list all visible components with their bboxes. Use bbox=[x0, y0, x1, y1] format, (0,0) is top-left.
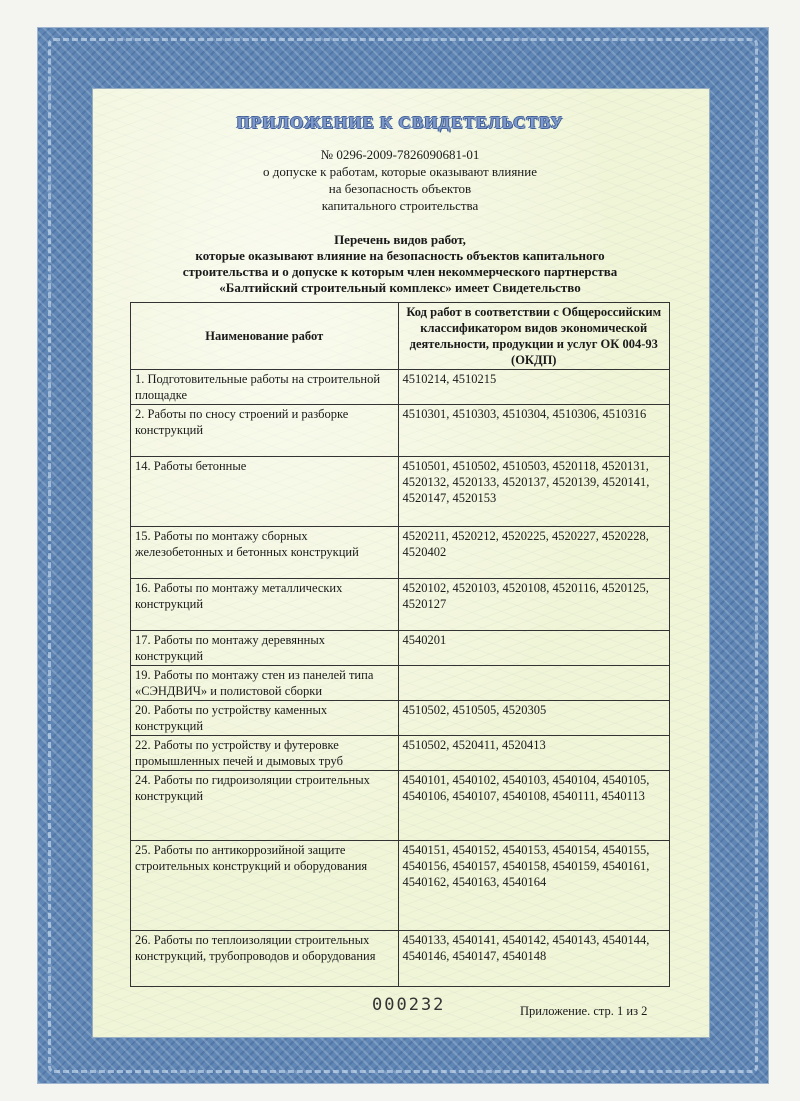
list-heading bbox=[92, 232, 708, 296]
work-name: 1. Подготовительные работы на строительной площадке bbox=[131, 370, 399, 405]
certificate-line: на безопасность объектов bbox=[328, 181, 472, 196]
work-codes: 4540201 bbox=[398, 631, 670, 666]
work-name: 22. Работы по устройству и футеровке промышленных печей и дымовых труб bbox=[131, 736, 399, 771]
table-row bbox=[131, 527, 670, 579]
work-name: 26. Работы по теплоизоляции строительных конструкций, трубопроводов и оборудования bbox=[131, 931, 399, 987]
work-codes: 4510301, 4510303, 4510304, 4510306, 4510316 bbox=[398, 405, 670, 457]
table-row bbox=[131, 457, 670, 527]
certificate-line: о допуске к работам, которые оказывают влияние bbox=[262, 164, 537, 179]
certificate-number: № 0296-2009-7826090681-01 bbox=[320, 147, 480, 162]
work-codes: 4510502, 4520411, 4520413 bbox=[398, 736, 670, 771]
work-codes: 4540133, 4540141, 4540142, 4540143, 4540144, 4540146, 4540147, 4540148 bbox=[398, 931, 670, 987]
list-heading-line: «Балтийский строительный комплекс» имеет Свидетельство bbox=[219, 280, 581, 295]
work-name: 24. Работы по гидроизоляции строительных конструкций bbox=[131, 771, 399, 841]
work-codes: 4540151, 4540152, 4540153, 4540154, 4540155, 4540156, 4540157, 4540158, 4540159, 4540161, 4540162, 4540163, 4540164 bbox=[398, 841, 670, 931]
work-codes: 4510501, 4510502, 4510503, 4520118, 4520131, 4520132, 4520133, 4520137, 4520139, 4520141, 4520147, 4520153 bbox=[398, 457, 670, 527]
column-header-code: Код работ в соответствии с Общероссийским классификатором видов экономической деятельности, продукции и услуг ОК 004-93 (ОКДП) bbox=[398, 303, 670, 370]
work-name: 20. Работы по устройству каменных конструкций bbox=[131, 701, 399, 736]
work-name: 14. Работы бетонные bbox=[131, 457, 399, 527]
page-title: ПРИЛОЖЕНИЕ К СВИДЕТЕЛЬСТВУ bbox=[236, 113, 564, 132]
table-row bbox=[131, 701, 670, 736]
table-header-row bbox=[131, 303, 670, 370]
list-heading-line: которые оказывают влияние на безопасность объектов капитального bbox=[195, 248, 605, 263]
table-row bbox=[131, 771, 670, 841]
table-row bbox=[131, 666, 670, 701]
work-codes: 4510502, 4510505, 4520305 bbox=[398, 701, 670, 736]
work-codes bbox=[398, 666, 670, 701]
certificate-line: капитального строительства bbox=[321, 198, 479, 213]
work-name: 17. Работы по монтажу деревянных конструкций bbox=[131, 631, 399, 666]
work-codes: 4540101, 4540102, 4540103, 4540104, 4540105, 4540106, 4540107, 4540108, 4540111, 4540113 bbox=[398, 771, 670, 841]
column-header-name: Наименование работ bbox=[131, 303, 399, 370]
work-codes: 4510214, 4510215 bbox=[398, 370, 670, 405]
page-number-note: Приложение. стр. 1 из 2 bbox=[520, 1004, 648, 1018]
table-row bbox=[131, 931, 670, 987]
work-name: 15. Работы по монтажу сборных железобетонных и бетонных конструкций bbox=[131, 527, 399, 579]
table-row bbox=[131, 579, 670, 631]
works-table bbox=[130, 302, 670, 987]
table-row bbox=[131, 631, 670, 666]
list-heading-line: строительства и о допуске к которым член некоммерческого партнерства bbox=[182, 264, 618, 279]
work-name: 25. Работы по антикоррозийной защите строительных конструкций и оборудования bbox=[131, 841, 399, 931]
table-row bbox=[131, 736, 670, 771]
work-name: 2. Работы по сносу строений и разборке конструкций bbox=[131, 405, 399, 457]
table-row bbox=[131, 841, 670, 931]
list-heading-line: Перечень видов работ, bbox=[334, 232, 466, 247]
work-codes: 4520102, 4520103, 4520108, 4520116, 4520125, 4520127 bbox=[398, 579, 670, 631]
work-codes: 4520211, 4520212, 4520225, 4520227, 4520228, 4520402 bbox=[398, 527, 670, 579]
serial-number: 000232 bbox=[372, 995, 446, 1015]
work-name: 16. Работы по монтажу металлических конструкций bbox=[131, 579, 399, 631]
work-name: 19. Работы по монтажу стен из панелей типа «СЭНДВИЧ» и полистовой сборки bbox=[131, 666, 399, 701]
table-row bbox=[131, 370, 670, 405]
certificate-info bbox=[92, 146, 708, 214]
table-row bbox=[131, 405, 670, 457]
